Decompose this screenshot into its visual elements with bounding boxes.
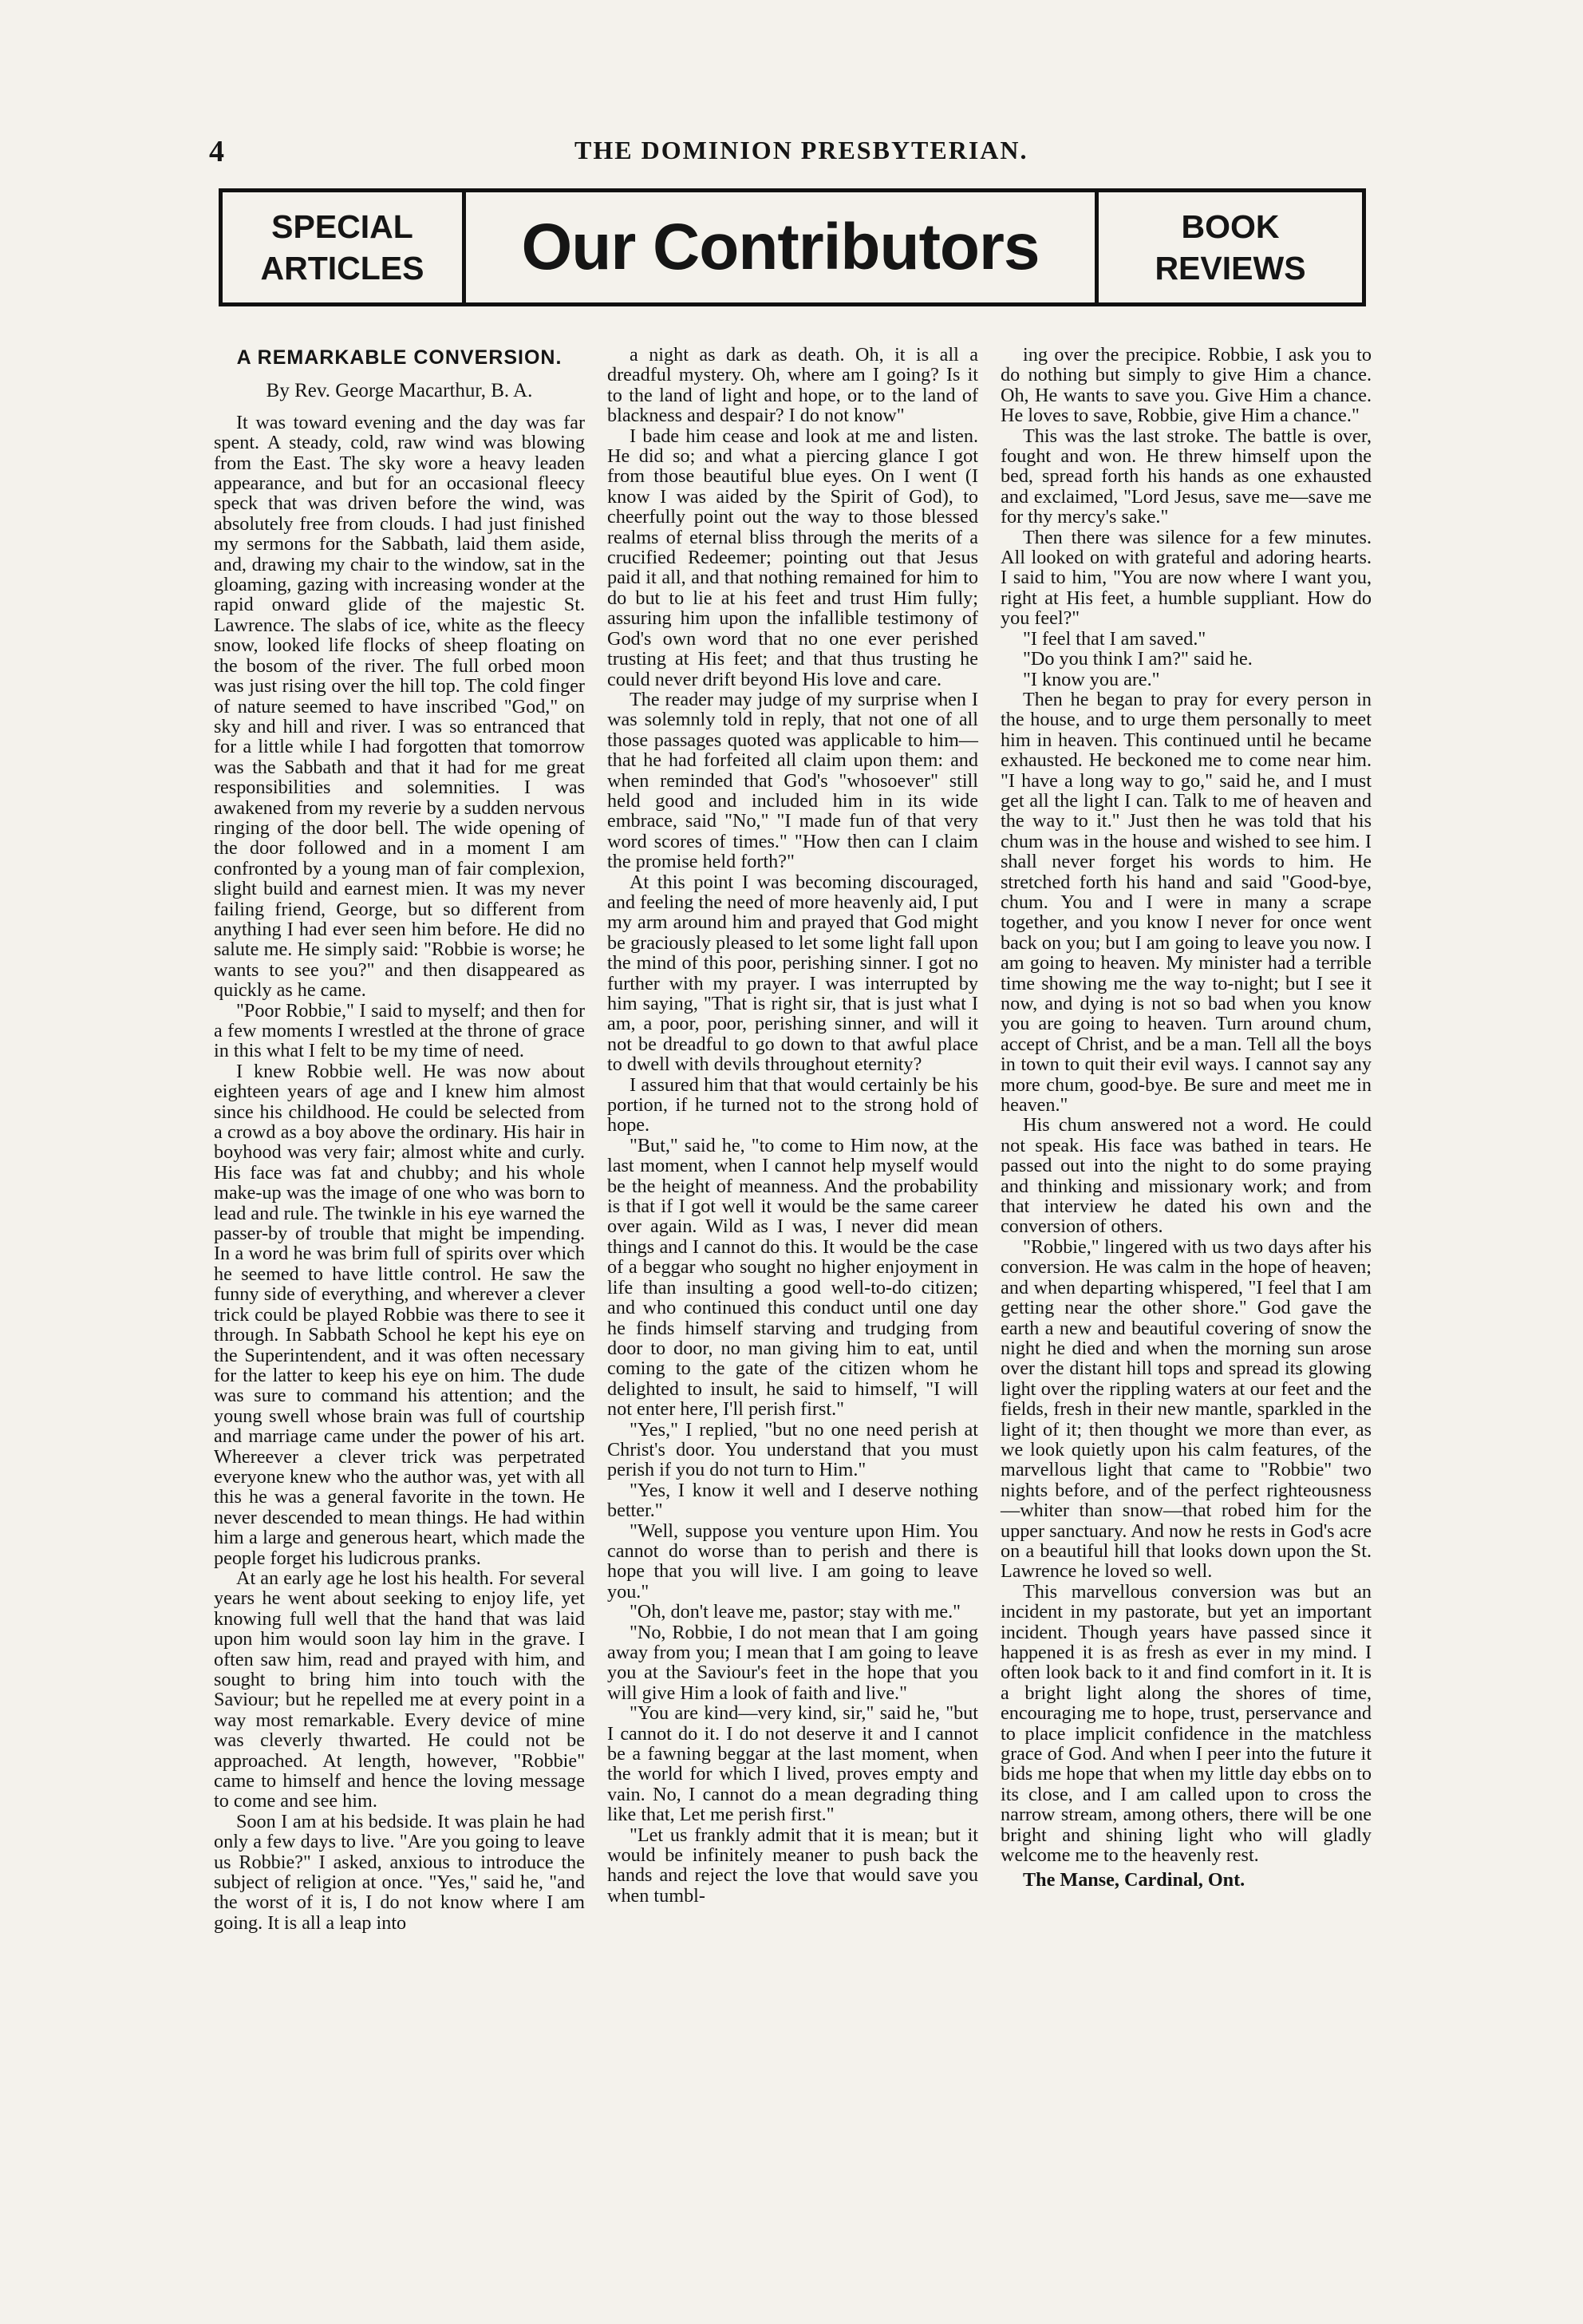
paragraph: "Robbie," lingered with us two days after his conversion. He was calm in the hope of heaven; and when departing whispered, "I feel that I am getting near the other shore." God gave the earth a new and beautiful covering of snow the night he died and when the morning sun arose over the distant hill tops and spread its glowing light over the rippling waters at our feet and the fields, fresh in their new mantle, sparkled in the light of it; then thought we more than ever, as we look quietly upon his calm features, of the marvellous light that came to "Robbie" two nights before, and of the perfect righteousness—whiter than snow—that robed him for the upper sanctuary. And now he rests in God's acre on a beautiful hill that looks down upon the St. Lawrence he loved so well. <box>1001 1235 1372 1583</box>
article-title: A REMARKABLE CONVERSION. <box>236 346 563 369</box>
paragraph: At this point I was becoming discouraged, and feeling the need of more heavenly aid, I put my arm around him and prayed that God might be graciously pleased to let some light fall upon the mind of this poor, perishing sinner. I got no further with my prayer. I was interrupted by him saying, "That is right sir, that is just what I am, a poor, poor, perishing sinner, and will it not be dreadful to go down to that awful place to dwell with devils throughout eternity? <box>607 871 978 1076</box>
paragraph: This marvellous conversion was but an incident in my pastorate, but yet an important incident. Though years have passed since it happened it is as fresh as ever in my mind. I often look back to it and find comfort in it. It is a bright light along the shores of time, encouraging me to hope, trust, perservance and to place implicit confidence in the matchless grace of God. And when I peer into the future it bids me hope that when my little day ebbs on to its close, and I am called upon to cross the narrow stream, among others, there will be one bright and shining light who will gladly welcome me to the heavenly rest. <box>1001 1580 1372 1867</box>
column-1 <box>214 345 585 2244</box>
paragraph: "Well, suppose you venture upon Him. You cannot do worse than to perish and there is hope that you will live. I am going to leave you." <box>607 1520 978 1603</box>
paragraph: The reader may judge of my surprise when I was solemnly told in reply, that not one of all those passages quoted was applicable to him—that he had forfeited all claim upon them: and when reminded that God's "whosoever" still held good and included him in its wide embrace, said "No," "I made fun of that very word scores of times." "How then can I claim the promise held forth?" <box>607 688 978 873</box>
header-left-line-2: ARTICLES <box>260 250 424 287</box>
paragraph: "You are kind—very kind, sir," said he, "but I cannot do it. I do not deserve it and I cannot be a fawning beggar at the last moment, when the world for which I lived, proves empty and vain. No, I cannot do a mean degrading thing like that, Let me perish first." <box>607 1702 978 1826</box>
paragraph: "Yes," I replied, "but no one need perish at Christ's door. You understand that you must perish if you do not turn to Him." <box>607 1418 978 1481</box>
paragraph: a night as dark as death. Oh, it is all a dreadful mystery. Oh, where am I going? Is it to the land of light and hope, or to the land of blackness and despair? I do not know" <box>607 344 978 427</box>
article-columns <box>214 345 1372 2244</box>
paragraph: "But," said he, "to come to Him now, at the last moment, when I cannot help myself would be the height of meanness. And the probability is that if I got well it would be the same career over again. Wild as I was, I never did mean things and I cannot do this. It would be the case of a beggar who sought no higher enjoyment in life than insulting a good well-to-do citizen; and who continued this conduct until one day he finds himself starving and trudging from door to door, no man giving him to eat, until coming to the gate of the citizen whom he delighted to insult, he said to himself, "I will not enter here, I'll perish first." <box>607 1134 978 1421</box>
paragraph: I bade him cease and look at me and listen. He did so; and what a piercing glance I got from those beautiful blue eyes. On I went (I know I was aided by the Spirit of God), to cheerfully point out the way to those blessed realms of eternal bliss through the merits of a crucified Redeemer; pointing out that Jesus paid it all, and that nothing remained for him to do but to lie at his feet and trust Him fully; assuring him upon the infallible testimony of God's own word that no one ever perished trusting at His feet; and that thus trusting he could never drift beyond His love and care. <box>607 425 978 690</box>
paragraph: This was the last stroke. The battle is over, fought and won. He threw himself upon the bed, spread forth his hands as one exhausted and exclaimed, "Lord Jesus, save me—save me for thy mercy's sake." <box>1001 425 1372 528</box>
page-number: 4 <box>209 135 224 168</box>
paragraph: Soon I am at his bedside. It was plain he had only a few days to live. "Are you going to leave us Robbie?" I asked, anxious to introduce the subject of religion at once. "Yes," said he, "and the worst of it is, I do not know where I am going. It is all a leap into <box>214 1810 585 1934</box>
header-right-line-2: REVIEWS <box>1155 250 1306 287</box>
paragraph: "Poor Robbie," I said to myself; and then for a few moments I wrestled at the throne of grace in this what I felt to be my time of need. <box>214 999 585 1062</box>
paragraph: His chum answered not a word. He could not speak. His face was bathed in tears. He passed out into the night to do some praying and thinking and missionary work; and from that interview he dated his own and the conversion of others. <box>1001 1114 1372 1238</box>
paragraph: Then there was silence for a few minutes. All looked on with grateful and adoring hearts. I said to him, "You are now where I want you, right at His feet, a humble suppliant. How do you feel?" <box>1001 526 1372 630</box>
column-3 <box>1001 345 1372 2244</box>
paragraph: "No, Robbie, I do not mean that I am going away from you; I mean that I am going to leave you at the Saviour's feet in the hope that you will give Him a look of faith and live." <box>607 1621 978 1704</box>
header-left-line-1: SPECIAL <box>271 208 413 245</box>
publication-title: THE DOMINION PRESBYTERIAN. <box>574 136 1028 164</box>
paragraph: "I feel that I am saved." <box>1023 627 1206 650</box>
paragraph: "Yes, I know it well and I deserve nothing better." <box>607 1479 978 1522</box>
paragraph: I knew Robbie well. He was now about eighteen years of age and I knew him almost since his childhood. He could be selected from a crowd as a boy above the ordinary. His hair in boyhood was very fair; almost white and curly. His face was fat and chubby; and his whole make-up was the image of one who was born to lead and rule. The twinkle in his eye warned the passer-by of trouble that might be impending. In a word he was brim full of spirits over which he seemed to have little control. He saw the funny side of everything, and wherever a clever trick could be played Robbie was there to see it through. In Sabbath School he kept his eye on the Superintendent, and it was often necessary for the latter to keep his eye on him. The dude was sure to command his attention; and the young swell whose brain was full of courtship and marriage came under the power of his art. Whereever a clever trick was perpetrated everyone knew who the author was, yet with all this he was a general favorite in the town. He never descended to mean things. He had within him a large and generous heart, which made the people forget his ludicrous pranks. <box>214 1060 585 1569</box>
paragraph: It was toward evening and the day was far spent. A steady, cold, raw wind was blowing from the East. The sky wore a heavy leaden appearance, and but for an occasional fleecy speck that was driven before the wind, was absolutely free from clouds. I had just finished my sermons for the Sabbath, laid them aside, and, drawing my chair to the window, sat in the gloaming, gazing with increasing wonder at the rapid onward glide of the majestic St. Lawrence. The slabs of ice, white as the fleecy snow, looked life flocks of sheep floating on the bosom of the river. The full orbed moon was just rising over the hill top. The cold finger of nature seemed to have inscribed "God," on sky and hill and river. I was so entranced that for a little while I had forgotten that tomorrow was the Sabbath and that it had for me great responsibilities and solemnities. I was awakened from my reverie by a sudden nervous ringing of the door bell. The wide opening of the door followed and in a moment I am confronted by a young man of fair complexion, slight build and earnest mien. It was my never failing friend, George, but so different from anything I had ever seen him before. He did no salute me. He simply said: "Robbie is worse; he wants to see you?" and then disappeared as quickly as he came. <box>214 411 585 1002</box>
header-right-label <box>1095 192 1362 302</box>
header-right-line-1: BOOK <box>1181 208 1280 245</box>
paragraph: Then he began to pray for every person in the house, and to urge them personally to meet him in heaven. This continued until he became exhausted. He beckoned me to come near him. "I have a long way to go," said he, and I must get all the light I can. Talk to me of heaven and the way to it." Just then he was told that his chum was in the house and wished to see him. I shall never forget his words to him. He stretched forth his hand and said "Good-bye, chum. You and I were in many a scrape together, and you know I never for once went back on you; but I am going to leave you now. I am going to heaven. My minister had a terrible time showing me the way to-night; but I see it now, and dying is not so bad when you know you are going to heaven. Turn around chum, accept of Christ, and be a man. Tell all the boys in town to quit their evil ways. I cannot say any more chum, good-bye. Be sure and meet me in heaven." <box>1001 688 1372 1117</box>
section-header <box>219 188 1366 306</box>
section-title: Our Contributors <box>521 211 1040 283</box>
article-signoff: The Manse, Cardinal, Ont. <box>1023 1869 1245 1891</box>
paragraph: At an early age he lost his health. For several years he went about seeking to enjoy life, yet knowing full well that the hand that was laid upon him would soon lay him in the grave. I often saw him, read and prayed with him, and sought to bring him into touch with the Saviour; but he repelled me at every point in a way most remarkable. Every device of mine was cleverly thwarted. He could not be approached. At length, however, "Robbie" came to himself and hence the loving message to come and see him. <box>214 1567 585 1812</box>
column-2 <box>607 345 978 2244</box>
header-left-label <box>223 192 466 302</box>
paragraph: "I know you are." <box>1023 668 1160 690</box>
paragraph: "Let us frankly admit that it is mean; but it would be infinitely meaner to push back the hands and reject the love that would save you when tumbl- <box>607 1824 978 1907</box>
paragraph: "Do you think I am?" said he. <box>1023 648 1253 670</box>
paragraph: ing over the precipice. Robbie, I ask you to do nothing but simply to give Him a chance. Oh, He wants to save you. Give Him a chance. He loves to save, Robbie, give Him a chance." <box>1001 344 1372 427</box>
paragraph: I assured him that that would certainly be his portion, if he turned not to the strong hold of hope. <box>607 1073 978 1136</box>
paragraph: "Oh, don't leave me, pastor; stay with me." <box>630 1601 961 1623</box>
article-byline: By Rev. George Macarthur, B. A. <box>266 380 533 402</box>
